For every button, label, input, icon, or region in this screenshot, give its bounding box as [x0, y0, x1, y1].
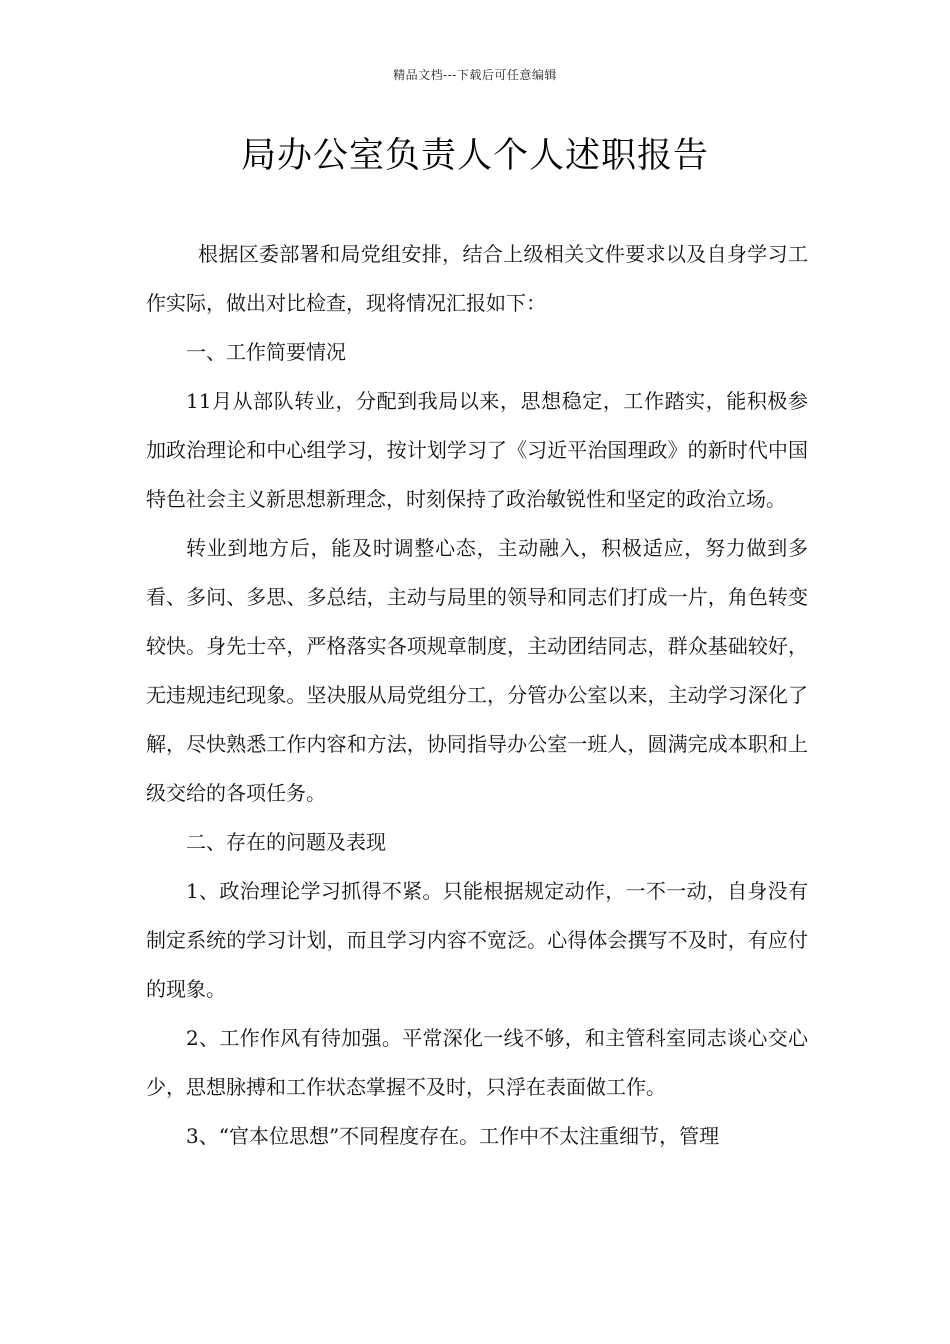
section-heading-problems: 二、存在的问题及表现	[186, 830, 386, 854]
problem-item-3: 3、“官本位思想”不同程度存在。工作中不太注重细节，管理	[186, 1124, 720, 1148]
paragraph-political-study: 11月从部队转业，分配到我局以来，思想稳定，工作踏实，能积极参加政治理论和中心组学习，按计划学习了《习近平治国理政》的新时代中国特色社会主义新思想新理念，时刻保持了政治敏锐性和坚定的政治立场。	[146, 389, 808, 511]
problem-item-1: 1、政治理论学习抓得不紧。只能根据规定动作，一不一动，自身没有制定系统的学习计划，而且学习内容不宽泛。心得体会撰写不及时，有应付的现象。	[146, 879, 808, 1001]
document-body	[146, 230, 808, 1161]
document-title: 局办公室负责人个人述职报告	[240, 136, 709, 176]
paragraph-role-transition: 转业到地方后，能及时调整心态，主动融入，积极适应，努力做到多看、多问、多思、多总结，主动与局里的领导和同志们打成一片，角色转变较快。身先士卒，严格落实各项规章制度，主动团结同志，群众基础较好，无违规违纪现象。坚决服从局党组分工，分管办公室以来，主动学习深化了解，尽快熟悉工作内容和方法，协同指导办公室一班人，圆满完成本职和上级交给的各项任务。	[146, 536, 808, 805]
problem-item-2: 2、工作作风有待加强。平常深化一线不够，和主管科室同志谈心交心少，思想脉搏和工作状态掌握不及时，只浮在表面做工作。	[146, 1026, 808, 1099]
section-heading-work-summary: 一、工作简要情况	[186, 340, 346, 364]
header-note: 精品文档---下载后可任意编辑	[393, 68, 557, 82]
intro-paragraph: 根据区委部署和局党组安排，结合上级相关文件要求以及自身学习工作实际，做出对比检查，现将情况汇报如下：	[146, 242, 808, 315]
